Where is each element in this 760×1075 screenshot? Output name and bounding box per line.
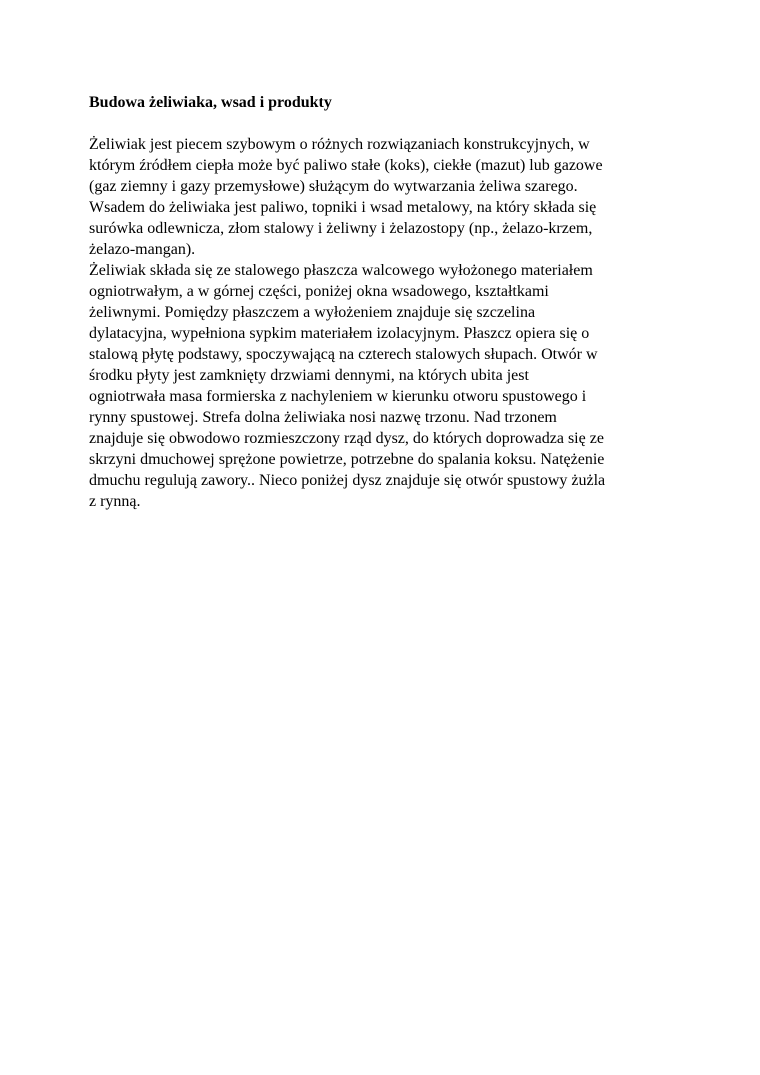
paragraph-line: znajduje się obwodowo rozmieszczony rząd dysz, do których doprowadza się ze — [89, 430, 604, 447]
paragraph-line: Wsadem do żeliwiaka jest paliwo, topniki i wsad metalowy, na który składa się — [89, 199, 597, 216]
paragraph-line: Żeliwiak składa się ze stalowego płaszcza walcowego wyłożonego materiałem — [89, 262, 593, 279]
paragraph-line: skrzyni dmuchowej sprężone powietrze, potrzebne do spalania koksu. Natężenie — [89, 451, 605, 468]
document-content — [89, 92, 689, 512]
paragraph-line: z rynną. — [89, 493, 141, 510]
paragraph-line: ogniotrwała masa formierska z nachyleniem w kierunku otworu spustowego i — [89, 388, 587, 405]
paragraph-line: surówka odlewnicza, złom stalowy i żeliwny i żelazostopy (np., żelazo-krzem, — [89, 220, 593, 237]
paragraph-line: dylatacyjna, wypełniona sypkim materiałem izolacyjnym. Płaszcz opiera się o — [89, 325, 590, 342]
paragraph-1 — [89, 134, 689, 260]
paragraph-line: (gaz ziemny i gazy przemysłowe) służącym do wytwarzania żeliwa szarego. — [89, 178, 578, 195]
document-title: Budowa żeliwiaka, wsad i produkty — [89, 94, 332, 111]
paragraph-line: Żeliwiak jest piecem szybowym o różnych rozwiązaniach konstrukcyjnych, w — [89, 136, 590, 153]
paragraph-line: środku płyty jest zamknięty drzwiami dennymi, na których ubita jest — [89, 367, 529, 384]
paragraph-line: którym źródłem ciepła może być paliwo stałe (koks), ciekłe (mazut) lub gazowe — [89, 157, 603, 174]
paragraph-line: ogniotrwałym, a w górnej części, poniżej okna wsadowego, kształtkami — [89, 283, 549, 300]
paragraph-line: stalową płytę podstawy, spoczywającą na czterech stalowych słupach. Otwór w — [89, 346, 598, 363]
paragraph-line: żelazo-mangan). — [89, 241, 196, 258]
paragraph-2 — [89, 260, 689, 512]
paragraph-line: dmuchu regulują zawory.. Nieco poniżej dysz znajduje się otwór spustowy żużla — [89, 472, 606, 489]
paragraph-line: rynny spustowej. Strefa dolna żeliwiaka nosi nazwę trzonu. Nad trzonem — [89, 409, 557, 426]
paragraph-line: żeliwnymi. Pomiędzy płaszczem a wyłożeniem znajduje się szczelina — [89, 304, 536, 321]
